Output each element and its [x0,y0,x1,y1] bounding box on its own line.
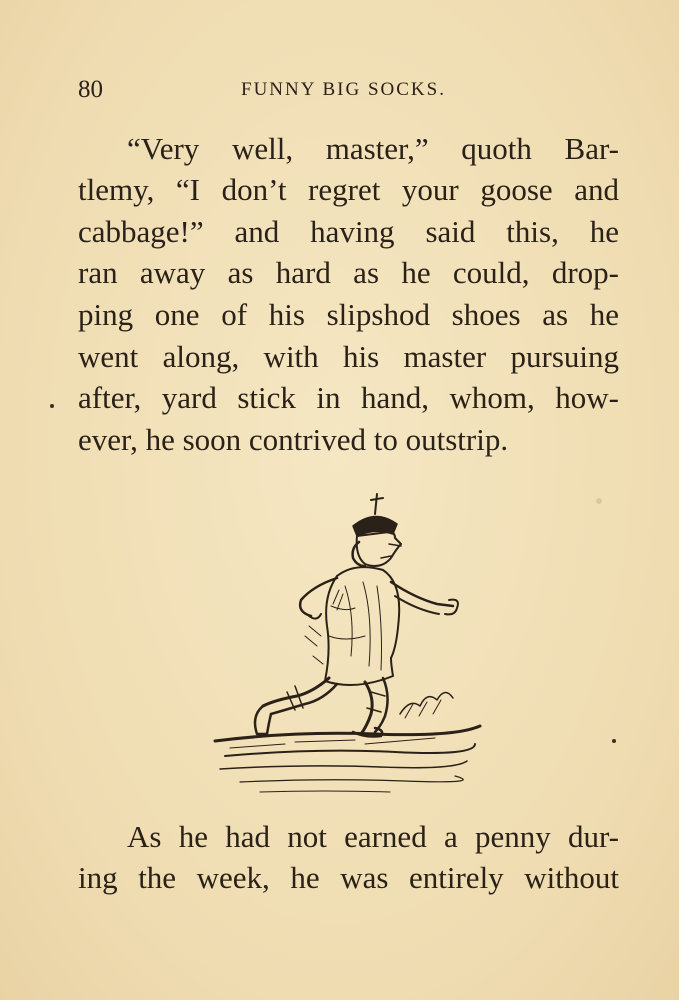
paper-stain [596,498,602,504]
text-line: tlemy, “I don’t regret your goose and [78,172,619,207]
running-title: FUNNY BIG SOCKS. [241,79,446,100]
text-line: ran away as hard as he could, drop- [78,255,619,290]
page-header [78,76,618,106]
text-line: ping one of his slipshod shoes as he [78,297,619,332]
running-man-engraving-icon [205,486,490,806]
text-line: “Very well, master,” quoth Bar- [127,131,619,166]
ink-speck [612,739,616,743]
text-line: cabbage!” and having said this, he [78,214,619,249]
ink-speck [50,404,54,408]
text-line: after, yard stick in hand, whom, how- [78,380,619,415]
text-line: ing the week, he was entirely without [78,860,619,895]
text-line: As he had not earned a penny dur- [127,819,619,854]
text-line: ever, he soon contrived to outstrip. [78,422,509,457]
text-line: went along, with his master pursuing [78,339,619,374]
page-number: 80 [78,76,103,103]
